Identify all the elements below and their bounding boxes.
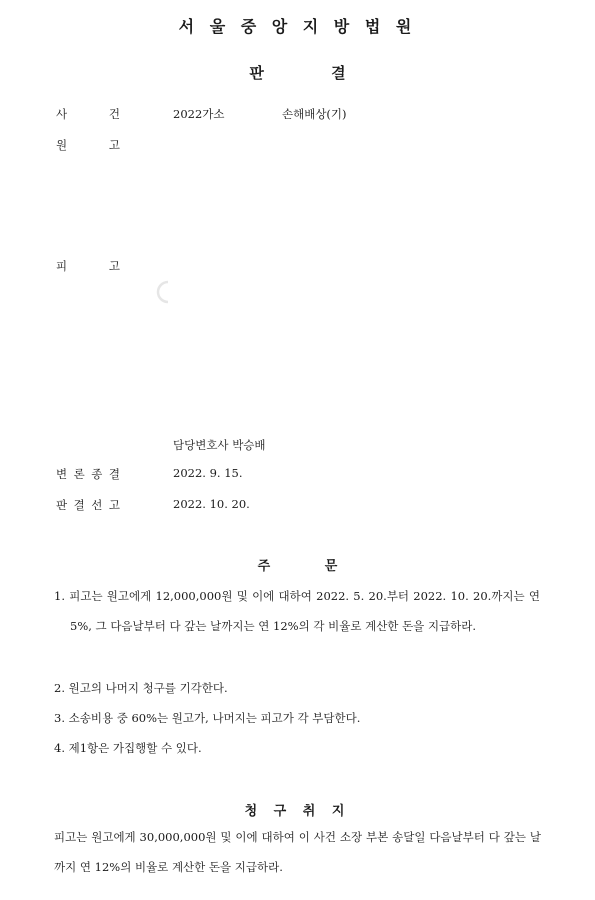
closing-date: 2022. 9. 15.: [173, 466, 243, 480]
order-item-1: 1. 피고는 원고에게 12,000,000원 및 이에 대하여 2022. 5. 20.부터 2022. 10. 20.까지는 연 5%, 그 다음날부터 다 갚는 날까지는 연 12%의 각 비율로 계산한 돈을 지급하라.: [54, 589, 540, 633]
judgment-date: 2022. 10. 20.: [173, 497, 250, 511]
case-label-char: 건: [108, 107, 120, 121]
case-label-char: 사: [56, 107, 68, 121]
attorney-name: 담당변호사 박승배: [173, 438, 266, 452]
judgment-label-char: 판: [56, 498, 68, 512]
plaintiff-label: [56, 137, 120, 153]
order-item-4: 4. 제1항은 가집행할 수 있다.: [54, 741, 202, 755]
judgment-label-char: 선: [91, 498, 103, 512]
order-item-3: 3. 소송비용 중 60%는 원고가, 나머지는 피고가 각 부담한다.: [54, 711, 361, 725]
judgment-label-char: 고: [108, 498, 120, 512]
closing-label-char: 론: [73, 467, 85, 481]
closing-label: [56, 466, 120, 482]
claim-text: 피고는 원고에게 30,000,000원 및 이에 대하여 이 사건 소장 부본 송달일 다음날부터 다 갚는 날까지 연 12%의 비율로 계산한 돈을 지급하라.: [54, 830, 541, 874]
document-type-title: 판 결: [249, 64, 346, 82]
court-name: 서 울 중 앙 지 방 법 원: [178, 17, 417, 36]
order-item-2: 2. 원고의 나머지 청구를 기각한다.: [54, 681, 228, 695]
defendant-label-char: 고: [108, 259, 120, 273]
judgment-label-char: 결: [73, 498, 85, 512]
case-name: 손해배상(기): [282, 107, 347, 121]
closing-label-char: 변: [56, 467, 68, 481]
order-title: 주 문: [257, 559, 338, 574]
closing-label-char: 종: [91, 467, 103, 481]
defendant-label: [56, 258, 120, 274]
plaintiff-label-char: 원: [56, 138, 68, 152]
case-label: [56, 106, 120, 122]
claim-title: 청 구 취 지: [244, 804, 351, 819]
judgment-date-label: [56, 497, 120, 513]
loading-spinner-icon: [154, 279, 174, 305]
defendant-label-char: 피: [56, 259, 68, 273]
case-number: 2022가소: [173, 107, 225, 121]
plaintiff-label-char: 고: [108, 138, 120, 152]
closing-label-char: 결: [108, 467, 120, 481]
